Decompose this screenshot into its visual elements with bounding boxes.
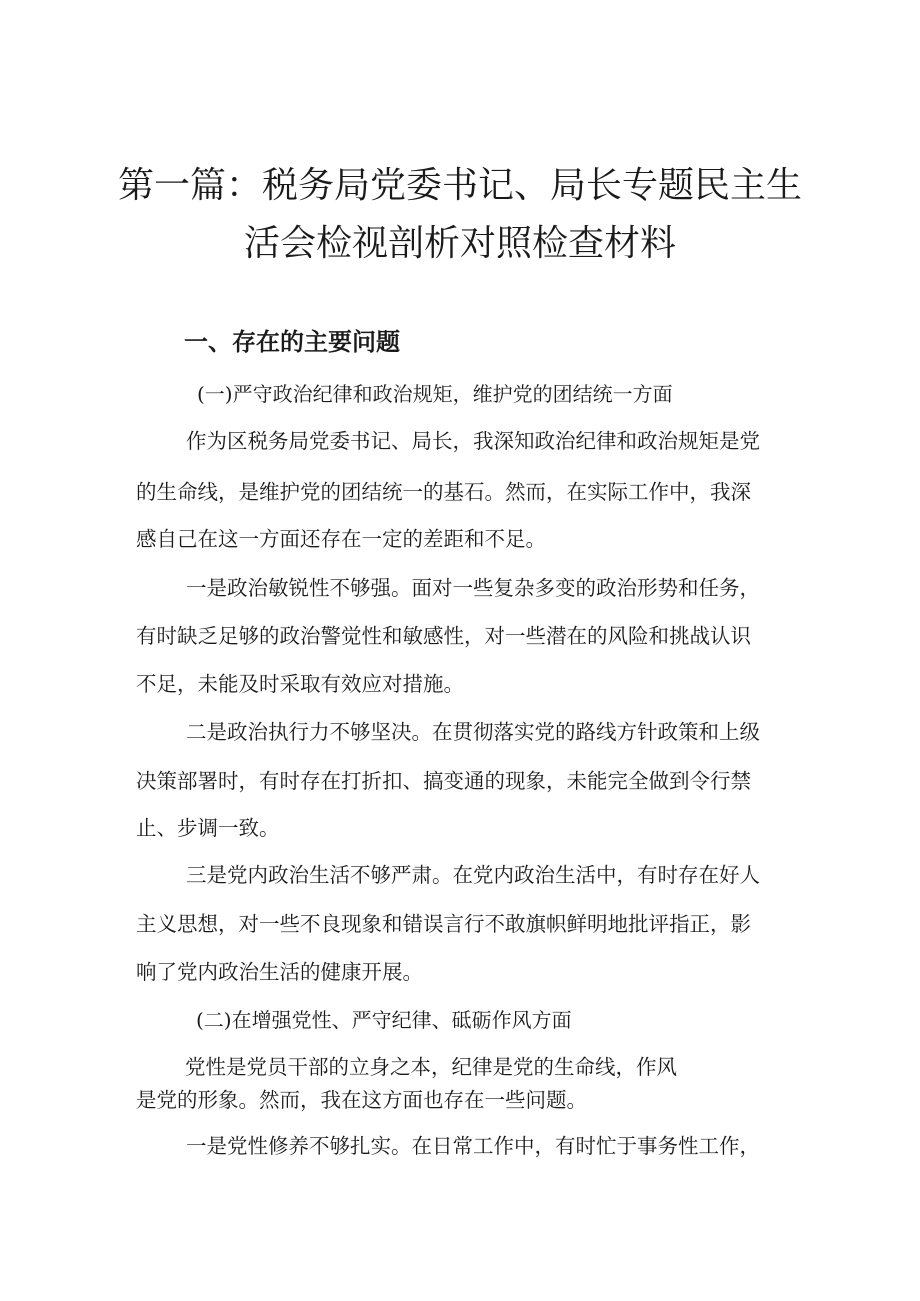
paragraph-1-line-3: 感自己在这一方面还存在一定的差距和不足。 bbox=[136, 527, 546, 551]
paragraph-4-line-2: 主义思想，对一些不良现象和错误言行不敢旗帜鲜明地批评指正，影 bbox=[136, 912, 751, 936]
paragraph-6-line-1: 一是党性修养不够扎实。在日常工作中，有时忙于事务性工作， bbox=[186, 1134, 760, 1158]
paragraph-5-line-1: 党性是党员干部的立身之本，纪律是党的生命线，作风 bbox=[185, 1055, 677, 1079]
document-title-line-1: 第一篇：税务局党委书记、局长专题民主生 bbox=[117, 165, 802, 206]
subsection-heading-2: (二)在增强党性、严守纪律、砥砺作风方面 bbox=[196, 1008, 572, 1032]
document-title-line-2: 活会检视剖析对照检查材料 bbox=[243, 223, 676, 264]
paragraph-3-line-1: 二是政治执行力不够坚决。在贯彻落实党的路线方针政策和上级 bbox=[186, 720, 760, 744]
paragraph-2-line-2: 有时缺乏足够的政治警觉性和敏感性，对一些潜在的风险和挑战认识 bbox=[136, 624, 751, 648]
paragraph-4-line-3: 响了党内政治生活的健康开展。 bbox=[136, 960, 423, 984]
section-heading-main-problems: 一、存在的主要问题 bbox=[184, 328, 400, 356]
paragraph-2-line-3: 不足，未能及时采取有效应对措施。 bbox=[136, 672, 464, 696]
paragraph-2-line-1: 一是政治敏锐性不够强。面对一些复杂多变的政治形势和任务， bbox=[186, 576, 760, 600]
paragraph-1-line-1: 作为区税务局党委书记、局长，我深知政治纪律和政治规矩是党 bbox=[186, 429, 760, 453]
paragraph-3-line-3: 止、步调一致。 bbox=[136, 816, 280, 840]
paragraph-4-line-1: 三是党内政治生活不够严肃。在党内政治生活中，有时存在好人 bbox=[186, 863, 760, 887]
paragraph-3-line-2: 决策部署时，有时存在打折扣、搞变通的现象，未能完全做到令行禁 bbox=[136, 769, 751, 793]
paragraph-1-line-2: 的生命线，是维护党的团结统一的基石。然而，在实际工作中，我深 bbox=[136, 480, 751, 504]
paragraph-5-line-2: 是党的形象。然而，我在这方面也存在一些问题。 bbox=[136, 1088, 587, 1112]
subsection-heading-1: (一)严守政治纪律和政治规矩，维护党的团结统一方面 bbox=[197, 382, 673, 406]
